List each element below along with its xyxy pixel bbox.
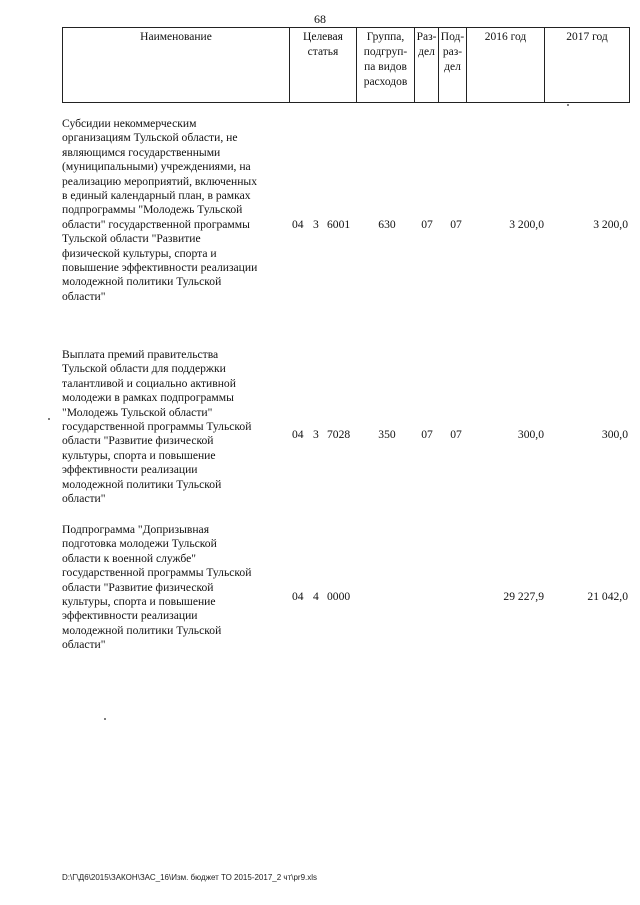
- header-group: Группа, подгруп- па видов расходов: [357, 28, 415, 103]
- header-target-article: Целевая статья: [290, 28, 357, 103]
- file-path-footer: D:\Г\Д6\2015\ЗАКОН\ЗАС_16\Изм. бюджет ТО 2015-2017_2 чт\pr9.xls: [62, 873, 318, 882]
- target-article-code-1: 04: [292, 590, 304, 603]
- header-year-2017: 2017 год: [545, 28, 630, 103]
- podrazdel-code: 07: [450, 428, 462, 441]
- table-header: [62, 27, 630, 103]
- table-row: [62, 348, 629, 518]
- scan-speck: [48, 418, 50, 420]
- table-row: [62, 523, 629, 663]
- row-name: Выплата премий правительства Тульской области для поддержки талантливой и социально активной молодежи в рамках подпрограммы "Молодежь Тульской области" государственной программы Тульской области "Развитие физической культуры, спорта и повышение эффективности реализации молодежной политики Тульской области": [62, 348, 252, 506]
- target-article-code-3: 0000: [327, 590, 351, 603]
- group-code: 630: [378, 218, 396, 231]
- podrazdel-code: 07: [450, 218, 462, 231]
- target-article-code-3: 6001: [327, 218, 351, 231]
- table-header-row: [63, 28, 630, 103]
- amount-2017: 300,0: [601, 428, 628, 441]
- amount-2016: 3 200,0: [509, 218, 544, 231]
- amount-2016: 29 227,9: [503, 590, 544, 603]
- target-article-code-2: 4: [313, 590, 319, 603]
- target-article-code-2: 3: [313, 218, 319, 231]
- target-article-code-1: 04: [292, 428, 304, 441]
- scan-speck: [104, 718, 106, 720]
- scan-speck: [567, 104, 569, 106]
- amount-2017: 3 200,0: [593, 218, 628, 231]
- page-number: 68: [314, 12, 326, 26]
- target-article-code-2: 3: [313, 428, 319, 441]
- group-code: 350: [378, 428, 396, 441]
- table-row: [62, 117, 629, 327]
- row-name: Подпрограмма "Допризывная подготовка молодежи Тульской области к военной службе" государственной программы Тульской области "Развитие физической культуры, спорта и повышение эффективности реализации молодежной политики Тульской области": [62, 523, 252, 652]
- razdel-code: 07: [421, 428, 433, 441]
- header-podrazdel: Под- раз- дел: [439, 28, 467, 103]
- razdel-code: 07: [421, 218, 433, 231]
- target-article-code-1: 04: [292, 218, 304, 231]
- header-name: Наименование: [63, 28, 290, 103]
- target-article-code-3: 7028: [327, 428, 351, 441]
- amount-2016: 300,0: [517, 428, 544, 441]
- header-razdel: Раз- дел: [415, 28, 439, 103]
- amount-2017: 21 042,0: [587, 590, 628, 603]
- header-year-2016: 2016 год: [467, 28, 545, 103]
- row-name: Субсидии некоммерческим организациям Тульской области, не являющимся государственными (муниципальными) учреждениями, на реализацию мероприятий, включенных в единый календарный план, в рамках подпрограммы "Молодежь Тульской области" государственной программы Тульской области "Развитие физической культуры, спорта и повышение эффективности реализации молодежной политики Тульской области": [62, 117, 258, 303]
